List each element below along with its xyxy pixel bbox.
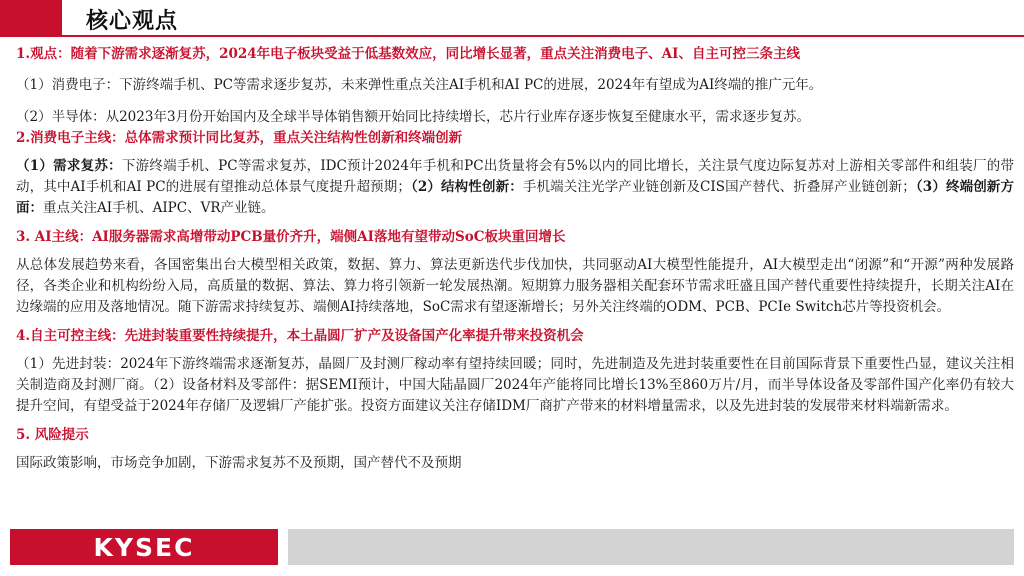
section-1-heading: 1.观点：随着下游需求逐渐复苏，2024年电子板块受益于低基数效应，同比增长显著，重点关注消费电子、AI、自主可控三条主线 xyxy=(16,46,800,62)
main-content xyxy=(16,42,1014,474)
section-4-heading: 4.自主可控主线：先进封装重要性持续提升，本土晶圆厂扩产及设备国产化率提升带来投资机会 xyxy=(16,328,584,344)
title-divider xyxy=(62,35,1024,37)
section-4-paragraph: （1）先进封装：2024年下游终端需求逐渐复苏，晶圆厂及封测厂稼动率有望持续回暖；同时，先进制造及先进封装重要性在目前国际背景下重要性凸显，建议关注相关制造商及封测厂商。（2）设备材料及零部件：据SEMI预计，中国大陆晶圆厂2024年产能将同比增长13%至860万片/月，而半导体设备及零部件国产化率仍有较大提升空间，有望受益于2024年存储厂及逻辑厂产能扩张。投资方面建议关注存储IDM厂商扩产带来的材料增量需求，以及先进封装的发展带来材料端新需求。 xyxy=(16,356,1014,414)
title-accent-block xyxy=(0,0,62,37)
demand-recovery-label: （1）需求复苏： xyxy=(16,158,122,174)
structural-innovation-label: （2）结构性创新： xyxy=(410,179,523,195)
demand-recovery-text: 下游终端手机、PC等需求复苏，IDC预计2024年手机和PC出货量将会有5%以内的同比增长，关注景气度边际复苏对上游相关零部件和组装厂的带动，其中AI手机和AI PC的进展有望推动总体景气度提升超预期； xyxy=(16,158,1014,195)
terminal-innovation-label: （3）终端创新方面： xyxy=(16,179,1014,216)
section-5-heading: 5. 风险提示 xyxy=(16,427,89,443)
section-2-paragraph xyxy=(16,156,1014,219)
logo-text: KYSEC xyxy=(93,532,195,562)
footer-bar xyxy=(288,529,1014,565)
section-1-paragraph-1: （1）消费电子：下游终端手机、PC等需求逐步复苏，未来弹性重点关注AI手机和AI PC的进展，2024年有望成为AI终端的推广元年。 xyxy=(16,77,823,93)
structural-innovation-text: 手机端关注光学产业链创新及CIS国产替代、折叠屏产业链创新； xyxy=(522,179,916,195)
page-title: 核心观点 xyxy=(86,9,179,34)
section-3-paragraph: 从总体发展趋势来看，各国密集出台大模型相关政策，数据、算力、算法更新迭代步伐加快，共同驱动AI大模型性能提升，AI大模型走出“闭源”和“开源”两种发展路径，各类企业和机构纷纷入局，高质量的数据、算法、算力将引领新一轮发展热潮。短期算力服务器相关配套环节需求旺盛且国产替代重要性持续提升，长期关注AI在边缘端的应用及落地情况。随下游需求持续复苏、端侧AI持续落地，SoC需求有望逐渐增长；另外关注终端的ODM、PCB、PCIe Switch芯片等投资机会。 xyxy=(16,257,1014,315)
kysec-logo xyxy=(10,529,278,565)
terminal-innovation-text: 重点关注AI手机、AIPC、VR产业链。 xyxy=(43,200,275,216)
section-1-paragraph-2: （2）半导体：从2023年3月份开始国内及全球半导体销售额开始同比持续增长，芯片行业库存逐步恢复至健康水平，需求逐步复苏。 xyxy=(16,109,811,125)
section-3-heading: 3. AI主线：AI服务器需求高增带动PCB量价齐升，端侧AI落地有望带动SoC板块重回增长 xyxy=(16,229,566,245)
section-5-paragraph: 国际政策影响，市场竞争加剧，下游需求复苏不及预期，国产替代不及预期 xyxy=(16,455,462,471)
title-bar xyxy=(0,0,1024,42)
section-2-heading: 2.消费电子主线：总体需求预计同比复苏，重点关注结构性创新和终端创新 xyxy=(16,130,463,146)
